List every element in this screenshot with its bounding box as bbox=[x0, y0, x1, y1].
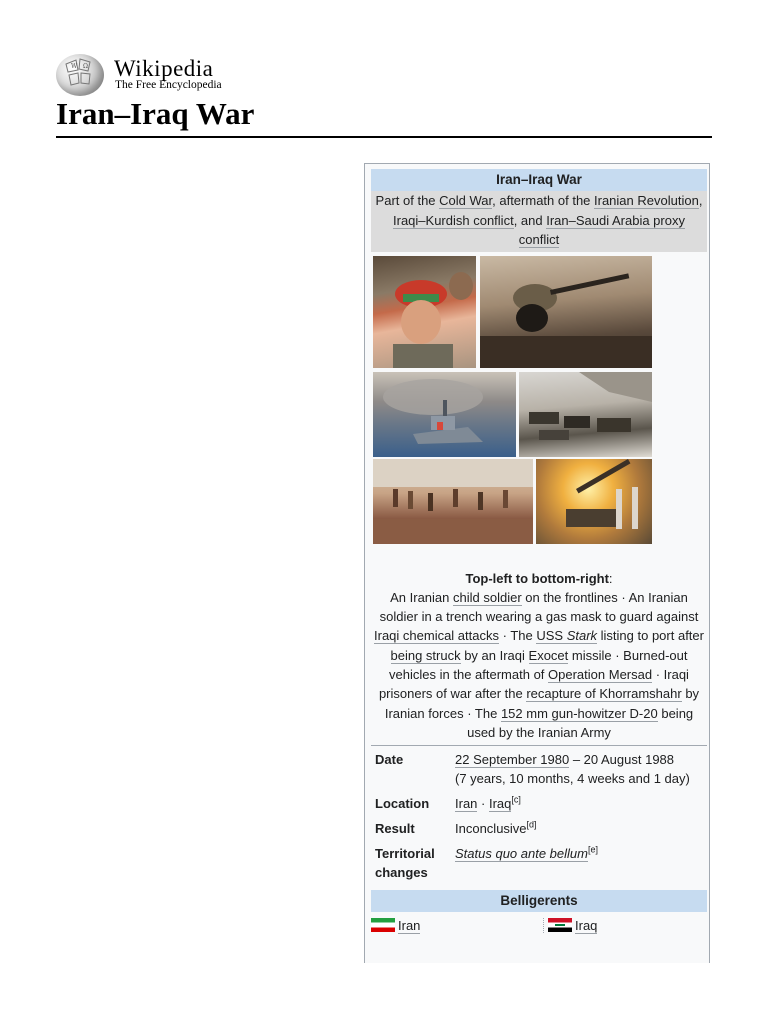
link-belligerent-iran[interactable]: Iran bbox=[398, 918, 421, 934]
caption-text: listing to port after bbox=[597, 628, 704, 644]
link-uss-stark-name: Stark bbox=[566, 628, 598, 644]
territorial-value: Status quo ante bellum bbox=[455, 846, 588, 862]
belligerents-row bbox=[371, 912, 707, 942]
link-start-date[interactable]: 22 September 1980 bbox=[455, 752, 570, 768]
link-being-struck[interactable]: being struck bbox=[390, 647, 461, 663]
fact-row-result bbox=[371, 815, 707, 840]
link-iraqi-chemical-attacks[interactable]: Iraqi chemical attacks bbox=[374, 628, 499, 644]
wikipedia-wordmark[interactable]: Wikipedia bbox=[114, 56, 214, 81]
footnote-c[interactable]: [c] bbox=[511, 794, 521, 805]
part-of-text: , aftermath of the bbox=[492, 193, 595, 208]
link-uss-stark[interactable] bbox=[536, 628, 597, 644]
caption-text: : bbox=[608, 570, 613, 586]
part-of-text: , and bbox=[513, 212, 547, 228]
caption-text: An Iranian bbox=[390, 589, 453, 605]
svg-text:W: W bbox=[71, 63, 78, 70]
caption-text: on the frontlines · An Iranian soldier in a trench wearing a gas mask to guard against bbox=[379, 589, 699, 625]
link-uss-stark-prefix: USS bbox=[536, 628, 567, 644]
photo-caption bbox=[371, 547, 707, 745]
link-belligerent-iraq[interactable]: Iraq bbox=[575, 918, 598, 934]
link-status-quo-ante-bellum[interactable] bbox=[455, 846, 588, 862]
footnote-d[interactable]: [d] bbox=[526, 819, 537, 830]
part-of-text: , bbox=[698, 193, 703, 208]
fact-label: Location bbox=[375, 796, 430, 812]
fact-value bbox=[455, 840, 707, 884]
infobox-facts-table bbox=[371, 746, 707, 884]
caption-heading: Top-left to bottom-right bbox=[465, 570, 609, 586]
caption-text: missile · Burned-out vehicles in the aftermath of bbox=[389, 647, 688, 682]
wikipedia-globe-icon[interactable] bbox=[56, 54, 104, 96]
link-cold-war[interactable]: Cold War bbox=[439, 193, 493, 208]
fact-label: Date bbox=[375, 752, 404, 768]
fact-value bbox=[455, 746, 707, 790]
footnote-e[interactable]: [e] bbox=[587, 844, 598, 855]
link-152mm-gun-howitzer-d20[interactable]: 152 mm gun-howitzer D-20 bbox=[500, 705, 658, 721]
photo-uss-stark[interactable] bbox=[373, 372, 516, 457]
page-title: Iran–Iraq War bbox=[56, 96, 255, 131]
caption-text: · Iraqi prisoners of war after the bbox=[378, 666, 689, 702]
photo-child-soldier[interactable] bbox=[373, 256, 476, 368]
iran-flag-icon bbox=[371, 918, 395, 932]
link-iran-saudi-proxy-conflict[interactable]: Iran–Saudi Arabia proxy conflict bbox=[518, 212, 685, 247]
caption-text: · The bbox=[499, 628, 537, 644]
fact-row-location bbox=[371, 790, 707, 815]
fact-label: Result bbox=[375, 821, 415, 837]
fact-value bbox=[455, 790, 707, 815]
belligerent-iraq bbox=[543, 918, 597, 933]
date-end: – 20 August 1988 bbox=[569, 752, 675, 768]
fact-row-date bbox=[371, 746, 707, 790]
belligerent-iran bbox=[371, 918, 420, 933]
photo-gas-mask-soldier[interactable] bbox=[480, 256, 652, 368]
link-exocet[interactable]: Exocet bbox=[528, 647, 569, 663]
iraq-flag-icon bbox=[548, 918, 572, 932]
link-child-soldier[interactable]: child soldier bbox=[453, 589, 522, 605]
link-recapture-of-khorramshahr[interactable]: recapture of Khorramshahr bbox=[526, 686, 682, 702]
part-of-prefix: Part of the bbox=[375, 193, 440, 208]
photo-montage bbox=[371, 252, 707, 547]
fact-label: Territorial changes bbox=[375, 846, 435, 881]
link-iraqi-kurdish-conflict[interactable]: Iraqi–Kurdish conflict bbox=[393, 212, 514, 228]
fact-value bbox=[455, 815, 707, 840]
infobox-part-of bbox=[371, 191, 707, 252]
location-separator: · bbox=[477, 796, 489, 812]
photo-gun-howitzer[interactable] bbox=[536, 459, 652, 544]
link-location-iran[interactable]: Iran bbox=[455, 796, 478, 812]
photo-burned-vehicles[interactable] bbox=[519, 372, 652, 457]
infobox-title: Iran–Iraq War bbox=[371, 169, 707, 191]
date-duration: (7 years, 10 months, 4 weeks and 1 day) bbox=[455, 771, 690, 787]
photo-prisoners-of-war[interactable] bbox=[373, 459, 533, 544]
fact-row-territorial-changes bbox=[371, 840, 707, 884]
result-value: Inconclusive bbox=[455, 821, 527, 837]
infobox bbox=[364, 163, 710, 963]
caption-text: by Iranian forces · The bbox=[384, 686, 700, 721]
link-operation-mersad[interactable]: Operation Mersad bbox=[548, 666, 653, 682]
svg-text:Ω: Ω bbox=[83, 63, 88, 70]
caption-text: being used by the Iranian Army bbox=[467, 705, 694, 740]
wikipedia-tagline: The Free Encyclopedia bbox=[115, 79, 222, 91]
belligerents-heading: Belligerents bbox=[371, 890, 707, 912]
link-iranian-revolution[interactable]: Iranian Revolution bbox=[594, 193, 699, 208]
caption-text: by an Iraqi bbox=[460, 647, 529, 663]
link-location-iraq[interactable]: Iraq bbox=[488, 796, 512, 812]
title-divider bbox=[56, 136, 712, 138]
